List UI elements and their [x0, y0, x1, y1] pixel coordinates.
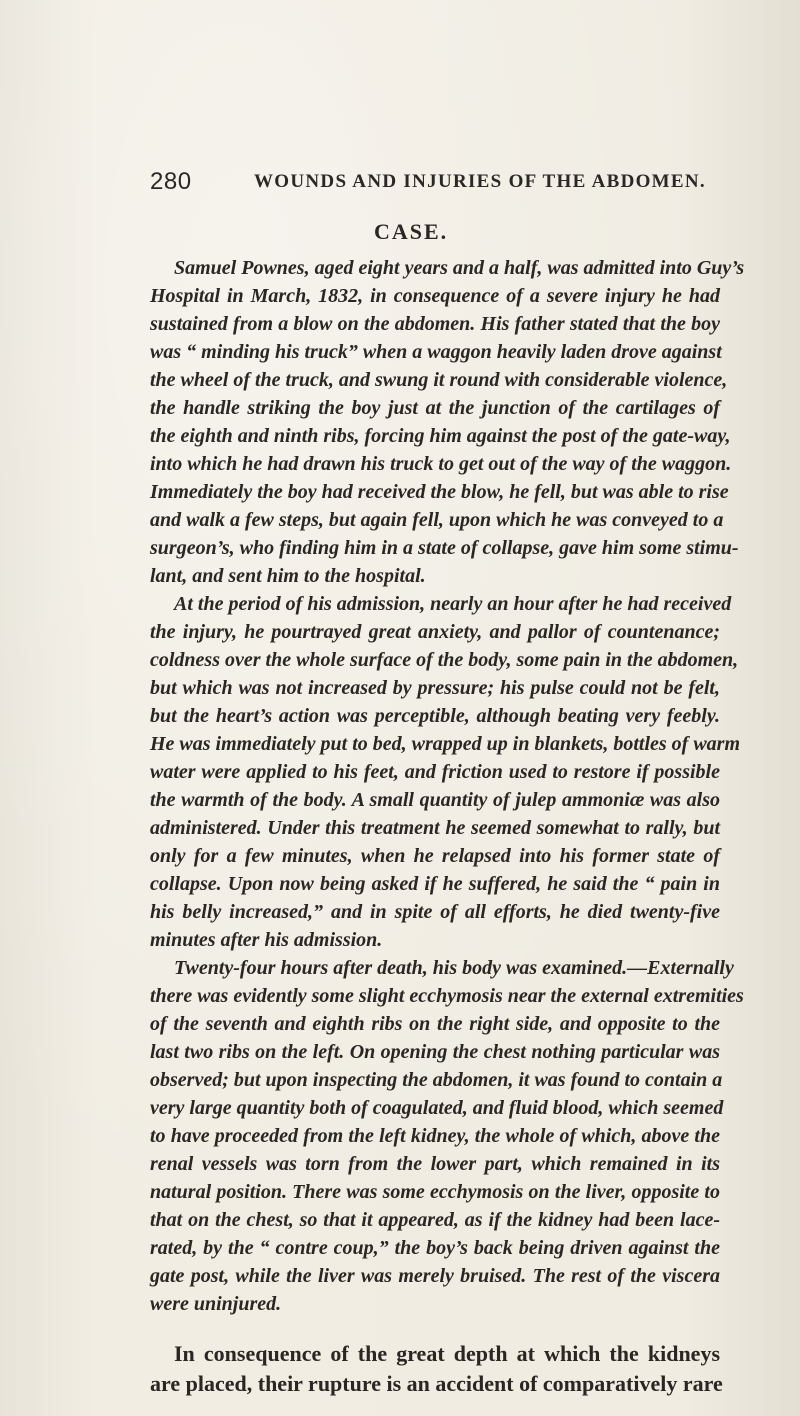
page-number: 280 [150, 168, 192, 195]
text-line: He was immediately put to bed, wrapped up in blankets, bottles of warm [150, 733, 741, 755]
text-line: renal vessels was torn from the lower part, which remained in its [150, 1153, 720, 1175]
text-line: are placed, their rupture is an accident of comparatively rare [150, 1371, 723, 1396]
text-line: gate post, while the liver was merely bruised. The rest of the viscera [150, 1265, 720, 1287]
text-line: In consequence of the great depth at which the kidneys [174, 1341, 720, 1366]
text-line: coldness over the whole surface of the body, some pain in the abdomen, [150, 649, 739, 671]
text-line: the handle striking the boy just at the junction of the cartilages of [150, 397, 720, 419]
text-line: sustained from a blow on the abdomen. His father stated that the boy [150, 313, 720, 335]
text-line: his belly increased,” and in spite of all efforts, he died twenty-five [150, 901, 720, 923]
text-line: rated, by the “ contre coup,” the boy’s back being driven against the [150, 1237, 720, 1259]
running-head: WOUNDS AND INJURIES OF THE ABDOMEN. [254, 171, 706, 192]
text-line: but the heart’s action was perceptible, although beating very feebly. [150, 705, 720, 727]
text-line: the eighth and ninth ribs, forcing him against the post of the gate-way, [150, 425, 731, 447]
text-line: that on the chest, so that it appeared, as if the kidney had been lace- [150, 1209, 720, 1231]
text-line: collapse. Upon now being asked if he suffered, he said the “ pain in [150, 873, 720, 895]
text-line: surgeon’s, who finding him in a state of collapse, gave him some stimu- [150, 537, 739, 559]
text-line: natural position. There was some ecchymosis on the liver, opposite to [150, 1181, 720, 1203]
text-line: the warmth of the body. A small quantity of julep ammoniæ was also [150, 789, 720, 811]
text-line: observed; but upon inspecting the abdomen, it was found to contain a [150, 1069, 723, 1091]
text-line: the wheel of the truck, and swung it round with considerable violence, [150, 369, 728, 391]
text-line: administered. Under this treatment he seemed somewhat to rally, but [150, 817, 720, 839]
text-line: Twenty-four hours after death, his body was examined.—Externally [174, 957, 734, 979]
text-line: was “ minding his truck” when a waggon heavily laden drove against [150, 341, 722, 363]
text-line: last two ribs on the left. On opening the chest nothing particular was [150, 1041, 720, 1063]
text-line: very large quantity both of coagulated, and fluid blood, which seemed [150, 1097, 724, 1119]
text-line: Immediately the boy had received the blow, he fell, but was able to rise [150, 481, 729, 503]
text-line: but which was not increased by pressure; his pulse could not be felt, [150, 677, 720, 699]
text-line: Samuel Pownes, aged eight years and a half, was admitted into Guy’s [174, 257, 745, 279]
text-line: Hospital in March, 1832, in consequence of a severe injury he had [150, 285, 720, 307]
text-line: and walk a few steps, but again fell, upon which he was conveyed to a [150, 509, 724, 531]
text-line: water were applied to his feet, and friction used to restore if possible [150, 761, 720, 783]
text-line: there was evidently some slight ecchymosis near the external extremities [150, 985, 744, 1007]
text-line: At the period of his admission, nearly an hour after he had received [174, 593, 732, 615]
text-line: into which he had drawn his truck to get out of the way of the waggon. [150, 453, 732, 475]
text-line: minutes after his admission. [150, 929, 383, 951]
text-line: lant, and sent him to the hospital. [150, 565, 426, 587]
case-heading: CASE. [374, 219, 449, 244]
text-line: of the seventh and eighth ribs on the right side, and opposite to the [150, 1013, 720, 1035]
text-line: were uninjured. [150, 1293, 282, 1315]
text-line: the injury, he pourtrayed great anxiety, and pallor of countenance; [150, 621, 720, 643]
text-line: to have proceeded from the left kidney, the whole of which, above the [150, 1125, 720, 1147]
text-line: only for a few minutes, when he relapsed into his former state of [150, 845, 720, 867]
